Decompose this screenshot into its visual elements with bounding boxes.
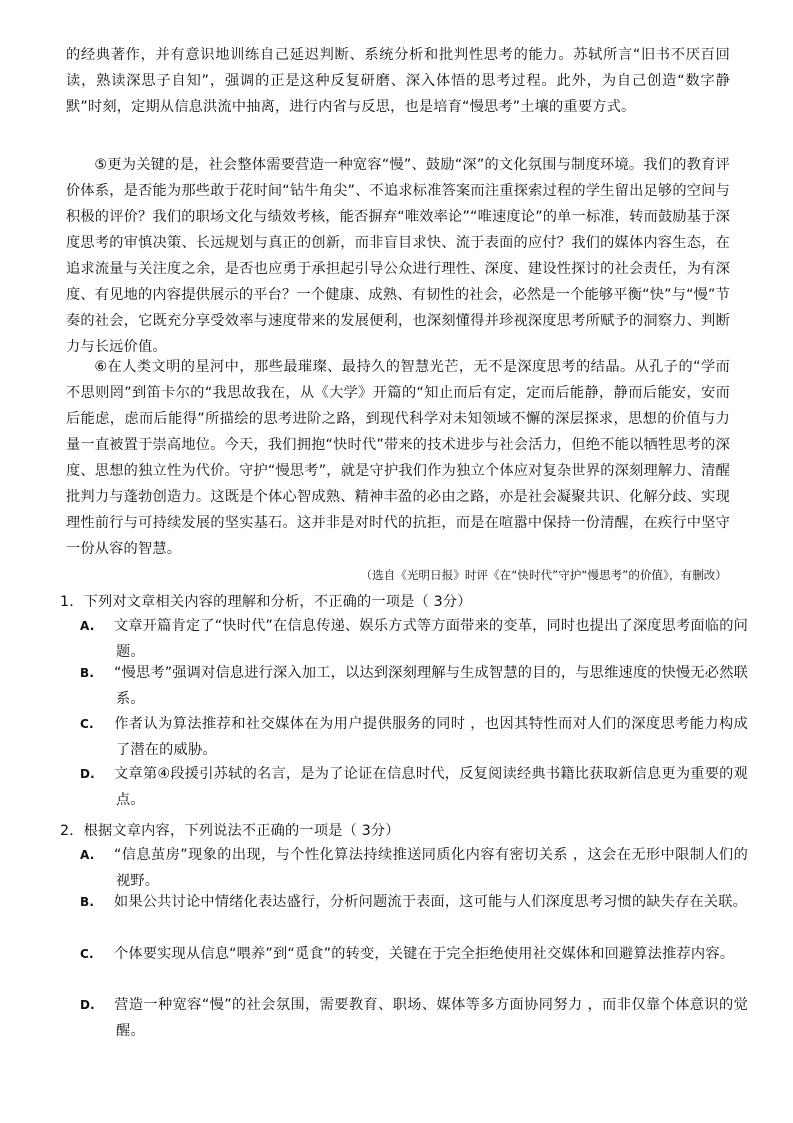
- passage-paragraph-5: ⑤更为关键的是，社会整体需要营造一种宽容“慢”、鼓励“深”的文化氛围与制度环境。我们的教育评价体系，是否能为那些敢于花时间“钻牛角尖”、不追求标准答案而注重探索过程的学生留出足够的空间与积极的评价？我们的职场文化与绩效考核，能否摒弃“唯效率论”“唯速度论”的单一标准，转而鼓励基于深度思考的审慎决策、长远规划与真正的创新，而非盲目求快、流于表面的应付？我们的媒体内容生态，在追求流量与关注度之余，是否也应勇于承担起引导公众进行理性、深度、建设性探讨的社会责任，为有深度、有见地的内容提供展示的平台？一个健康、成熟、有韧性的社会，必然是一个能够平衡“快”与“慢”节奏的社会，它既充分享受效率与速度带来的发展便利，也深刻懂得并珍视深度思考所赋予的洞察力、判断力与长远价值。: [66, 157, 730, 355]
- question-1-stem: 1．下列对文章相关内容的理解和分析，不正确的一项是（ 3分）: [60, 594, 472, 610]
- option-text: “信息茧房”现象的出现，与个性化算法持续推送同质化内容有密切关系 ，这会在无形中限制人们的视野。: [114, 847, 748, 889]
- question-2-option-a: [80, 843, 748, 894]
- option-letter: D.: [80, 767, 95, 781]
- option-text: 如果公共讨论中情绪化表达盛行，分析问题流于表面，这可能与人们深度思考习惯的缺失存在关联。: [114, 894, 748, 910]
- question-1-option-a: [80, 614, 748, 665]
- option-letter: A.: [80, 619, 95, 633]
- option-text: 作者认为算法推荐和社交媒体在为用户提供服务的同时 ，也因其特性而对人们的深度思考能力构成了潜在的威胁。: [114, 716, 748, 758]
- option-text: 文章开篇肯定了“快时代”在信息传递、娱乐方式等方面带来的变革，同时也提出了深度思考面临的问题。: [114, 618, 748, 660]
- option-text: “慢思考”强调对信息进行深入加工，以达到深刻理解与生成智慧的目的，与思维速度的快慢无必然联系。: [114, 665, 748, 707]
- question-1-option-c: [80, 712, 748, 763]
- question-1-option-b: [80, 661, 748, 712]
- question-2-option-d: [80, 993, 748, 1044]
- question-2-stem: 2．根据文章内容，下列说法不正确的一项是（ 3分）: [60, 823, 400, 839]
- option-text: 个体要实现从信息“喂养”到“觅食”的转变，关键在于完全拒绝使用社交媒体和回避算法推荐内容。: [114, 946, 735, 962]
- question-2-option-c: [80, 942, 748, 968]
- option-letter: C.: [80, 947, 94, 961]
- passage-paragraph-6: ⑥在人类文明的星河中，那些最璀璨、最持久的智慧光芒，无不是深度思考的结晶。从孔子的“学而不思则罔”到笛卡尔的“我思故我在，从《大学》开篇的“知止而后有定，定而后能静，静而后能安，安而后能虑，虑而后能得”所描绘的思考进阶之路，到现代科学对未知领域不懈的深层探求，思想的价值与力量一直被置于崇高地位。今天，我们拥抱“快时代”带来的技术进步与社会活力，但绝不能以牺牲思考的深度、思想的独立性为代价。守护“慢思考”，就是守护我们作为独立个体应对复杂世界的深刻理解力、清醒批判力与蓬勃创造力。这既是个体心智成熟、精神丰盈的必由之路，亦是社会凝聚共识、化解分歧、实现理性前行与可持续发展的坚实基石。这并非是对时代的抗拒，而是在喧嚣中保持一份清醒，在疾行中坚守一份从容的智慧。: [66, 359, 730, 557]
- option-letter: D.: [80, 998, 95, 1012]
- option-letter: B.: [80, 666, 95, 680]
- passage-paragraph-continued: 的经典著作，并有意识地训练自己延迟判断、系统分析和批判性思考的能力。苏轼所言“旧书不厌百回读，熟读深思子自知”，强调的正是这种反复研磨、深入体悟的思考过程。此外，为自己创造“数字静默”时刻，定期从信息洪流中抽离，进行内省与反思，也是培育“慢思考”土壤的重要方式。: [66, 47, 730, 115]
- passage-source: （选自《光明日报》时评《在“快时代”守护“慢思考”的价值》，有删改）: [360, 568, 727, 582]
- option-letter: A.: [80, 848, 95, 862]
- option-letter: C.: [80, 717, 94, 731]
- question-1-option-d: [80, 762, 748, 813]
- question-2-option-b: [80, 890, 748, 916]
- option-text: 文章第④段援引苏轼的名言，是为了论证在信息时代，反复阅读经典书籍比获取新信息更为重要的观点。: [114, 766, 748, 808]
- option-letter: B.: [80, 895, 95, 909]
- option-text: 营造一种宽容“慢”的社会氛围，需要教育、职场、媒体等多方面协同努力 ，而非仅靠个体意识的觉醒。: [114, 997, 748, 1039]
